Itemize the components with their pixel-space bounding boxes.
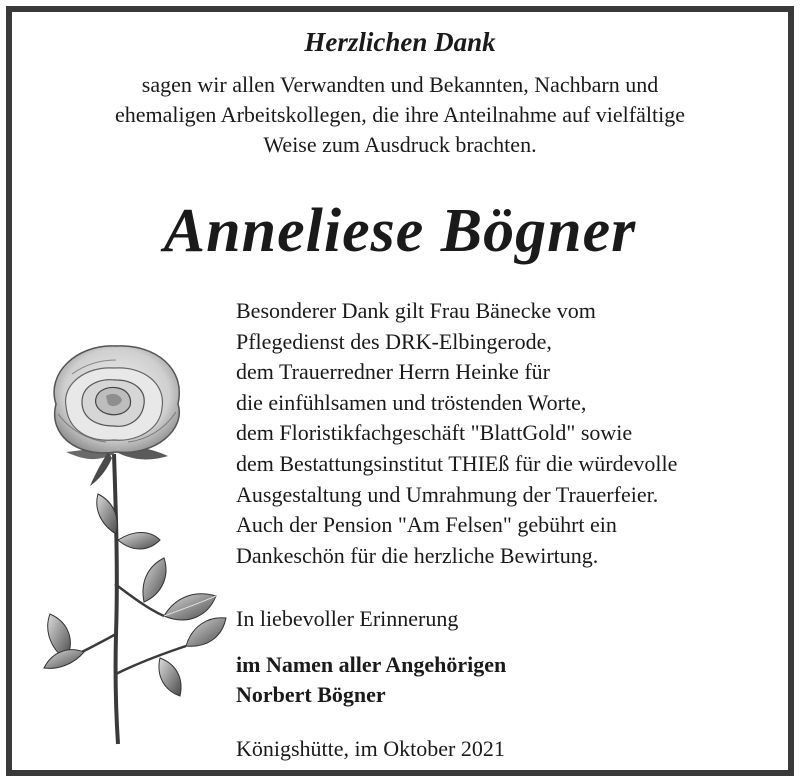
intro-line: ehemaligen Arbeitskollegen, die ihre Anteilnahme auf vielfältige [115, 102, 685, 127]
intro-text [12, 70, 788, 160]
thanks-line: Ausgestaltung und Umrahmung der Trauerfeier. [236, 481, 659, 507]
intro-line: sagen wir allen Verwandten und Bekannten, Nachbarn und [141, 72, 659, 97]
obituary-notice [6, 6, 794, 776]
thanks-line: Dankeschön für die herzliche Bewirtung. [236, 542, 599, 568]
intro-line: Weise zum Ausdruck brachten. [263, 132, 537, 157]
signers [236, 650, 506, 710]
thanks-line: dem Floristikfachgeschäft "BlattGold" sowie [236, 420, 633, 446]
thanks-line: Auch der Pension "Am Felsen" gebührt ein [236, 512, 617, 538]
thanks-line: die einfühlsamen und tröstenden Worte, [236, 389, 587, 415]
signer-name: Norbert Bögner [236, 682, 386, 707]
thanks-line: Besonderer Dank gilt Frau Bänecke vom [236, 298, 596, 323]
thanks-line: dem Bestattungsinstitut THIEß für die würdevolle [236, 450, 678, 476]
notice-heading: Herzlichen Dank [304, 27, 496, 57]
rose-illustration [36, 334, 232, 748]
thanks-line: dem Trauerredner Herrn Heinke für [236, 359, 550, 385]
deceased-name: Anneliese Bögner [163, 197, 637, 265]
signer-line: im Namen aller Angehörigen [236, 652, 507, 677]
place-date: Königshütte, im Oktober 2021 [236, 736, 505, 761]
memory-line: In liebevoller Erinnerung [236, 606, 459, 631]
special-thanks-text [236, 296, 677, 571]
thanks-line: Pflegedienst des DRK-Elbingerode, [236, 328, 552, 354]
